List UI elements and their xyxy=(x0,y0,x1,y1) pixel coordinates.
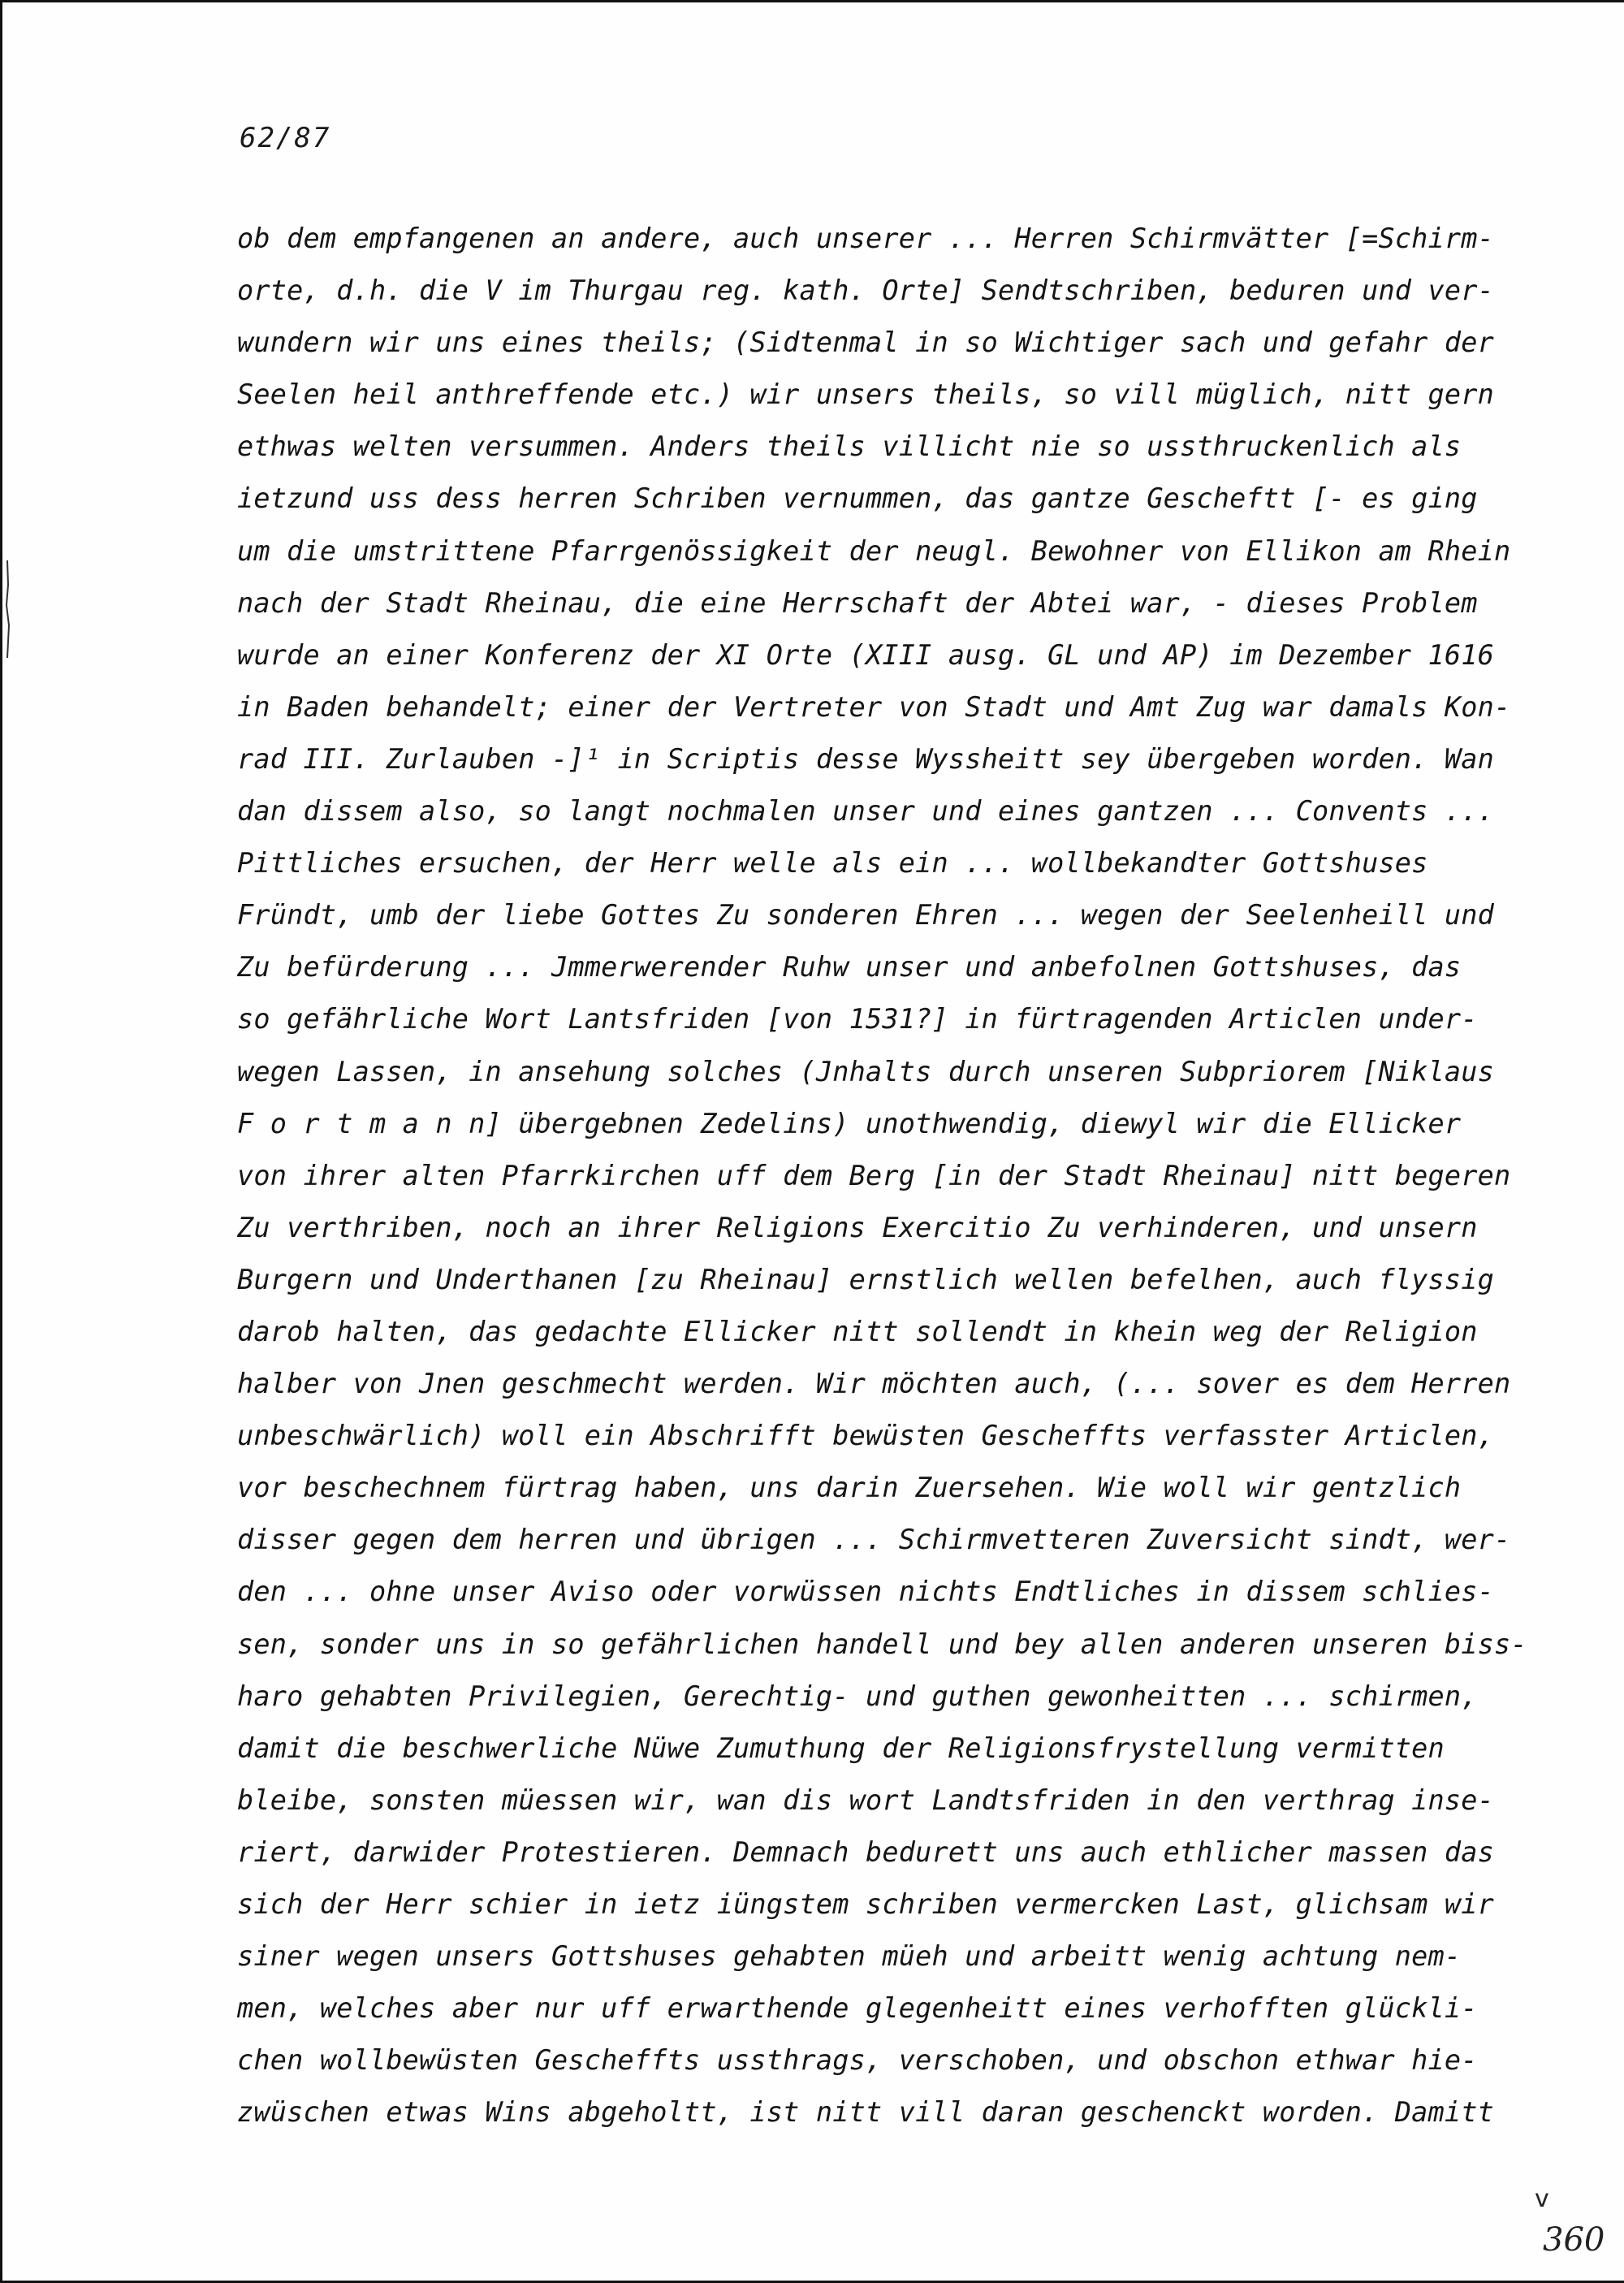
text-line: chen wollbewüsten Gescheffts ussthrags, verschoben, und obschon ethwar hie- xyxy=(237,2044,1478,2077)
text-line: nach der Stadt Rheinau, die eine Herrschaft der Abtei war, - dieses Problem xyxy=(237,586,1478,619)
text-line: sich der Herr schier in ietz iüngstem schriben vermercken Last, glichsam wir xyxy=(237,1888,1495,1920)
text-line: so gefährliche Wort Lantsfriden [von 1531?] in fürtragenden Articlen under- xyxy=(237,1003,1478,1036)
text-line: zwüschen etwas Wins abgeholtt, ist nitt vill daran geschenckt worden. Damitt xyxy=(237,2096,1495,2129)
page-number: 62/87 xyxy=(240,122,331,154)
text-line: von ihrer alten Pfarrkirchen uff dem Berg [in der Stadt Rheinau] nitt begeren xyxy=(237,1159,1511,1191)
text-line: sen, sonder uns in so gefährlichen handell und bey allen anderen unseren biss- xyxy=(237,1628,1527,1660)
archive-check-mark: v xyxy=(1535,2185,1549,2213)
text-line: F o r t m a n n] übergebnen Zedelins) unothwendig, diewyl wir die Ellicker xyxy=(237,1107,1462,1139)
text-line: bleibe, sonsten müessen wir, wan dis wort Landtsfriden in den verthrag inse- xyxy=(237,1784,1495,1816)
text-line: Burgern und Underthanen [zu Rheinau] ernstlich wellen befelhen, auch flyssig xyxy=(237,1263,1495,1295)
text-line: haro gehabten Privilegien, Gerechtig- und guthen gewonheitten ... schirmen, xyxy=(237,1680,1478,1712)
text-line: wurde an einer Konferenz der XI Orte (XIII ausg. GL und AP) im Dezember 1616 xyxy=(237,638,1495,671)
text-line: ob dem empfangenen an andere, auch unserer ... Herren Schirmvätter [=Schirm- xyxy=(237,223,1495,254)
text-line: ietzund uss dess herren Schriben vernummen, das gantze Gescheftt [- es ging xyxy=(237,482,1478,515)
text-line: rad III. Zurlauben -]¹ in Scriptis desse Wyssheitt sey übergeben worden. Wan xyxy=(237,742,1495,775)
text-line: Zu verthriben, noch an ihrer Religions Exercitio Zu verhinderen, und unsern xyxy=(237,1211,1478,1243)
margin-pencil-mark xyxy=(3,560,11,658)
text-line: riert, darwider Protestieren. Demnach bedurett uns auch ethlicher massen das xyxy=(237,1835,1495,1868)
text-line: siner wegen unsers Gottshuses gehabten müeh und arbeitt wenig achtung nem- xyxy=(237,1940,1462,1973)
text-line: wundern wir uns eines theils; (Sidtenmal in so Wichtiger sach und gefahr der xyxy=(237,326,1495,359)
text-line: unbeschwärlich) woll ein Abschrifft bewüsten Gescheffts verfasster Articlen, xyxy=(237,1420,1495,1452)
text-line: orte, d.h. die V im Thurgau reg. kath. Orte] Sendtschriben, beduren und ver- xyxy=(237,275,1495,307)
text-line: halber von Jnen geschmecht werden. Wir möchten auch, (... sover es dem Herren xyxy=(237,1368,1511,1400)
scan-border-top xyxy=(0,0,1624,2)
text-line: damit die beschwerliche Nüwe Zumuthung der Religionsfrystellung vermitten xyxy=(237,1732,1445,1764)
archive-folio-number: 360 xyxy=(1543,2221,1605,2259)
text-line: wegen Lassen, in ansehung solches (Jnhalts durch unseren Subpriorem [Niklaus xyxy=(237,1055,1495,1087)
text-line: den ... ohne unser Aviso oder vorwüssen nichts Endtliches in dissem schlies- xyxy=(237,1576,1495,1608)
text-line: Pittliches ersuchen, der Herr welle als ein ... wollbekandter Gottshuses xyxy=(237,847,1428,880)
text-line: in Baden behandelt; einer der Vertreter von Stadt und Amt Zug war damals Kon- xyxy=(237,690,1511,723)
text-line: vor beschechnem fürtrag haben, uns darin Zuersehen. Wie woll wir gentzlich xyxy=(237,1472,1462,1504)
text-line: darob halten, das gedachte Ellicker nitt sollendt in khein weg der Religion xyxy=(237,1315,1478,1347)
text-line: Fründt, umb der liebe Gottes Zu sonderen Ehren ... wegen der Seelenheill und xyxy=(237,899,1495,932)
scan-border-left xyxy=(0,0,2,2283)
text-line: men, welches aber nur uff erwarthende glegenheitt eines verhofften glückli- xyxy=(237,1992,1478,2025)
text-line: Seelen heil anthreffende etc.) wir unsers theils, so vill müglich, nitt gern xyxy=(237,378,1495,411)
transcription-body xyxy=(237,213,1536,2138)
text-line: disser gegen dem herren und übrigen ... Schirmvetteren Zuversicht sindt, wer- xyxy=(237,1524,1511,1556)
text-line: ethwas welten versummen. Anders theils villicht nie so ussthruckenlich als xyxy=(237,430,1462,463)
text-line: um die umstrittene Pfarrgenössigkeit der neugl. Bewohner von Ellikon am Rhein xyxy=(237,534,1511,567)
text-line: Zu befürderung ... Jmmerwerender Ruhw unser und anbefolnen Gottshuses, das xyxy=(237,951,1462,984)
text-line: dan dissem also, so langt nochmalen unser und eines gantzen ... Convents ... xyxy=(237,795,1495,828)
